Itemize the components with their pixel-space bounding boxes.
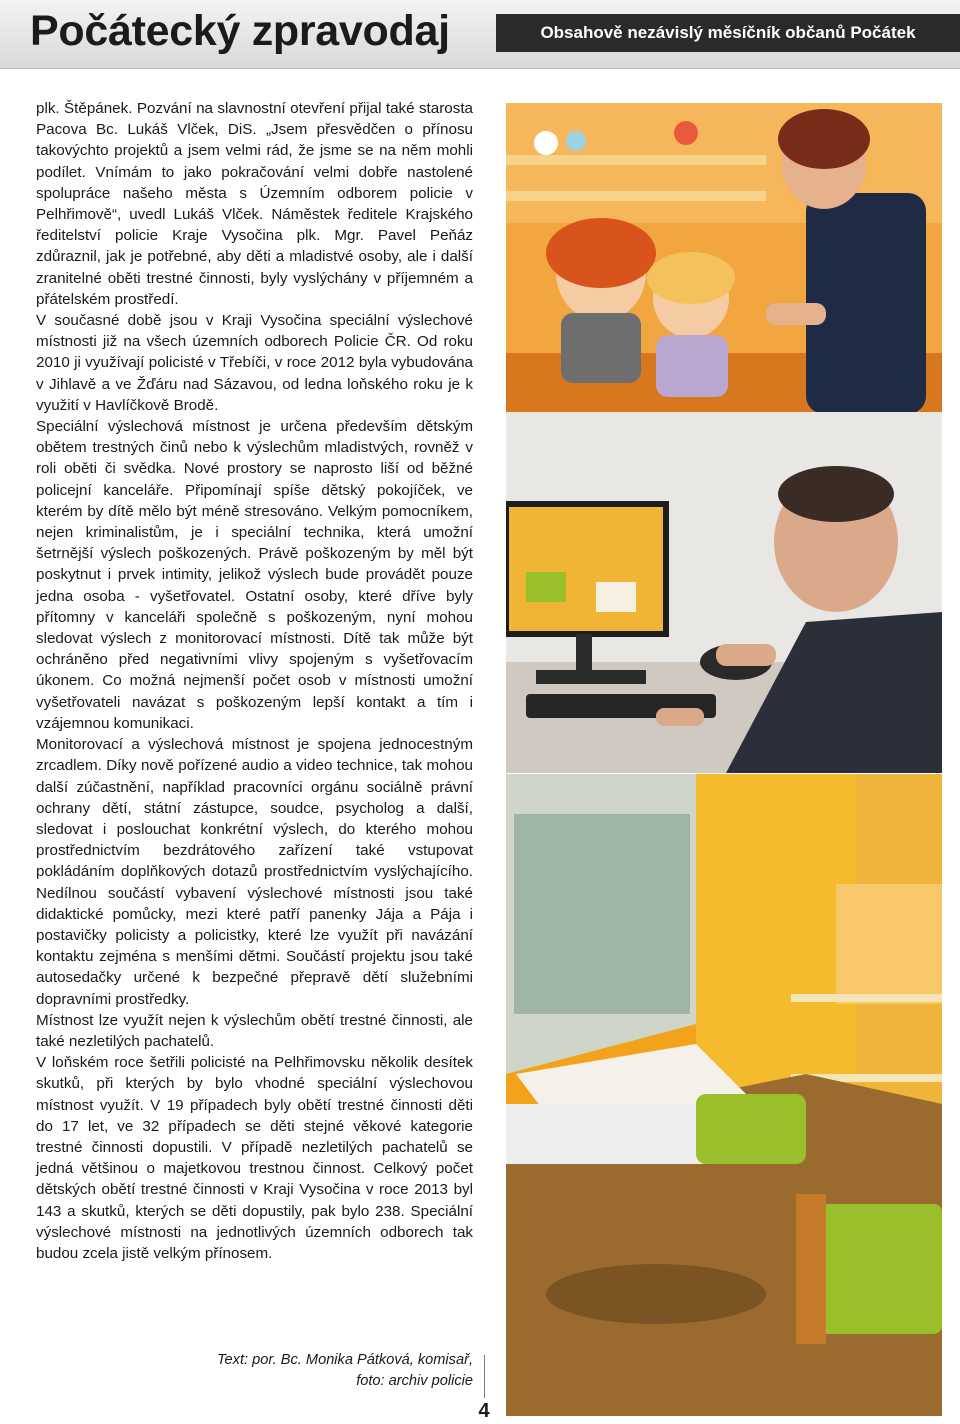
masthead (0, 0, 960, 69)
photo-credit: foto: archiv policie (356, 1373, 473, 1389)
article-paragraph: V loňském roce šetřili policisté na Pelhřimovsku několik desítek skutků, při kterých by bylo vhodné speciální výslechovou místnost využít. V 19 případech byly obětí trestné činnosti děti do 17 let, ve 32 případech se děti stejné věkové kategorie trestné činnosti dopustili. V případě nezletilých pachatelů se jedná většinou o majetkovou trestnou činnost. Celkový počet dětských obětí trestné činnosti v Kraji Vysočina v roce 2013 byl 143 a skutků, kterých se děti dopustily, pak bylo 238. Speciální výslechové místnosti na jednotlivých územních odborech tak budou zcela jistě velkým přínosem. (36, 1054, 473, 1262)
newspaper-subtitle: Obsahově nezávislý měsíčník občanů Počátek (496, 14, 960, 52)
photo-officer-with-dolls (506, 103, 942, 414)
article-paragraph: V současné době jsou v Kraji Vysočina speciální výslechové místnosti již na všech územních odborech Policie ČR. Od roku 2010 ji využívají policisté v Třebíči, v roce 2012 byla vybudována v Jihlavě a ve Žďáru nad Sázavou, od ledna loňského roku je k využití v Havlíčkově Brodě. (36, 312, 473, 414)
article-paragraph: Monitorovací a výslechová místnost je spojena jednocestným zrcadlem. Díky nově pořízené audio a video technice, tak mohou další zúčastnění, například pracovníci orgánu sociálně právní ochrany dětí, státní zástupce, soudce, psycholog a další, sledovat i poslouchat konkrétní výslech, do kterého mohou prostřednictvím bezdrátového zařízení také vstupovat pokládáním doplňkových dotazů prostřednictvím vyslýchajícího. Nedílnou součástí vybavení výslechové místnosti jsou také didaktické pomůcky, mezi které patří panenky Jája a Pája i postavičky policisty a policistky, které lze využít při navázání kontaktu zejména s menšími dětmi. Součástí projektu jsou také autosedačky určené k bezpečné přepravě dětí služebními dopravními prostředky. (36, 736, 473, 1008)
page-number: 4 (462, 1398, 506, 1424)
article-paragraph: Speciální výslechová místnost je určena především dětským obětem trestných činů nebo k výslechům mladistvých, rovněž v roli oběti či svědka. Nové prostory se naprosto liší od běžné policejní kanceláře. Připomínají spíše dětský pokojíček, ve kterém by dítě mělo být méně stresováno. Velkým pomocníkem, nejen kriminalistům, je i speciální technika, která umožní šetrnější výslech poškozených. Právě poškozeným by měl být poskytnut i prvek intimity, jelikož výslech bude provádět pouze jedna osoba - vyšetřovatel. Ostatní osoby, které dříve byly přítomny v kanceláři společně s poškozeným, nyní mohou sledovat výslech z monitorovací místnosti. Dítě tak může být ochráněno před negativními vlivy spojeným s vyšetřovacím úkonem. Co možná nejmenší počet osob v místnosti umožní vyšetřovateli navázat s poškozeným lepší kontakt a tím i vzájemnou komunikaci. (36, 418, 473, 732)
article-paragraph: Místnost lze využít nejen k výslechům obětí trestné činnosti, ale také nezletilých pachatelů. (36, 1011, 473, 1050)
photo-monitoring-computer (506, 412, 942, 773)
article-credits (150, 1350, 473, 1392)
article-paragraph: plk. Štěpánek. Pozvání na slavnostní otevření přijal také starosta Pacova Bc. Lukáš Vlček, DiS. „Jsem přesvědčen o přínosu takovýchto projektů a jsem velmi rád, že jsme se na něm mohli podílet. Vnímám to jako pokračování velmi dobře nastolené spolupráce našeho města s Územním odborem policie v Pelhřimově“, uvedl Lukáš Vlček. Náměstek ředitele Krajského ředitelství policie Kraje Vysočina plk. Mgr. Pavel Peňáz zdůraznil, jak je potřebné, aby děti a mladistvé osoby, ale i další zranitelné oběti trestné činnosti, byly vyslýchány v příjemném a přátelském prostředí. (36, 100, 473, 308)
photo-interview-room (506, 774, 942, 1416)
newspaper-title: Počátecký zpravodaj (30, 7, 450, 55)
author-byline: Text: por. Bc. Monika Pátková, komisař, (216, 1352, 473, 1368)
article-body (36, 98, 473, 1264)
